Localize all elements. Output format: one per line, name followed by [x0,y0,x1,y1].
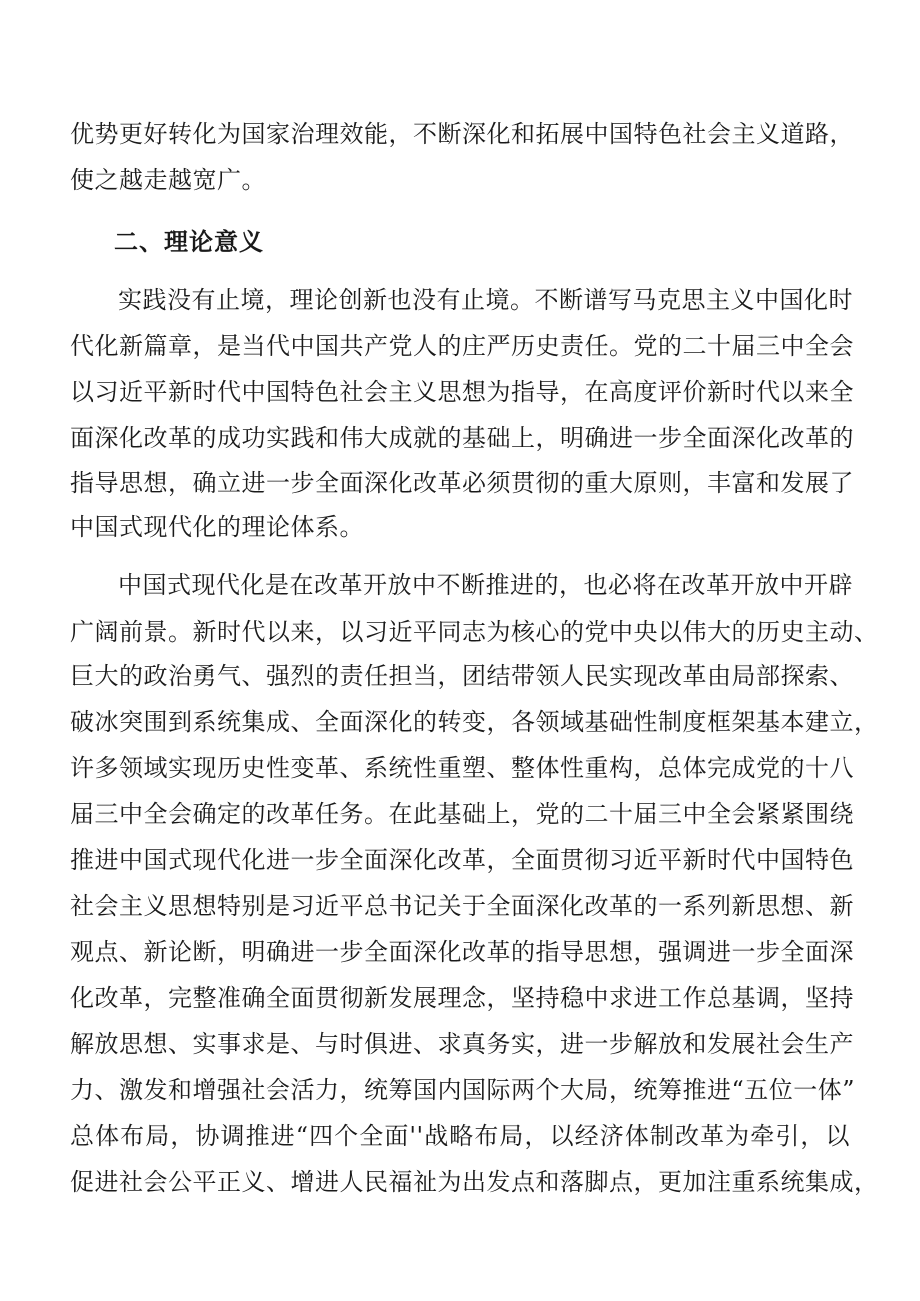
body-text-line: 优势更好转化为国家治理效能，不断深化和拓展中国特色社会主义道路， [70,120,854,148]
body-text-line: 化改革，完整准确全面贯彻新发展理念，坚持稳中求进工作总基调，坚持 [70,984,854,1012]
body-text-line: 以习近平新时代中国特色社会主义思想为指导，在高度评价新时代以来全 [70,378,854,406]
body-text-line: 届三中全会确定的改革任务。在此基础上，党的二十届三中全会紧紧围绕 [70,800,854,828]
body-text-line: 社会主义思想特别是习近平总书记关于全面深化改革的一系列新思想、新 [70,892,854,920]
body-text-line: 代化新篇章，是当代中国共产党人的庄严历史责任。党的二十届三中全会 [70,332,854,360]
body-text-line: 推进中国式现代化进一步全面深化改革，全面贯彻习近平新时代中国特色 [70,846,854,874]
body-text-line: 中国式现代化的理论体系。 [70,513,364,541]
body-text-line: 巨大的政治勇气、强烈的责任担当，团结带领人民实现改革由局部探索、 [70,662,854,690]
section-heading: 二、理论意义 [114,228,264,256]
body-text-line: 破冰突围到系统集成、全面深化的转变，各领域基础性制度框架基本建立， [70,708,879,736]
body-text-line: 解放思想、实事求是、与时俱进、求真务实，进一步解放和发展社会生产 [70,1030,854,1058]
body-text-line: 使之越走越宽广。 [70,166,266,194]
body-text-line: 广阔前景。新时代以来，以习近平同志为核心的党中央以伟大的历史主动、 [70,618,879,646]
body-text-line: 总体布局，协调推进“四个全面''战略布局，以经济体制改革为牵引，以 [70,1122,850,1150]
body-text-line: 中国式现代化是在改革开放中不断推进的，也必将在改革开放中开辟 [118,571,853,599]
body-text-line: 面深化改革的成功实践和伟大成就的基础上，明确进一步全面深化改革的 [70,424,854,452]
body-text-line: 指导思想，确立进一步全面深化改革必须贯彻的重大原则，丰富和发展了 [70,469,854,497]
body-text-line: 观点、新论断，明确进一步全面深化改革的指导思想，强调进一步全面深 [70,938,854,966]
body-text-line: 许多领域实现历史性变革、系统性重塑、整体性重构，总体完成党的十八 [70,754,854,782]
body-text-line: 实践没有止境，理论创新也没有止境。不断谱写马克思主义中国化时 [118,286,853,314]
body-text-line: 力、激发和增强社会活力，统筹国内国际两个大局，统筹推进“五位一体” [70,1076,856,1104]
body-text-line: 促进社会公平正义、增进人民福祉为出发点和落脚点，更加注重系统集成， [70,1168,879,1196]
